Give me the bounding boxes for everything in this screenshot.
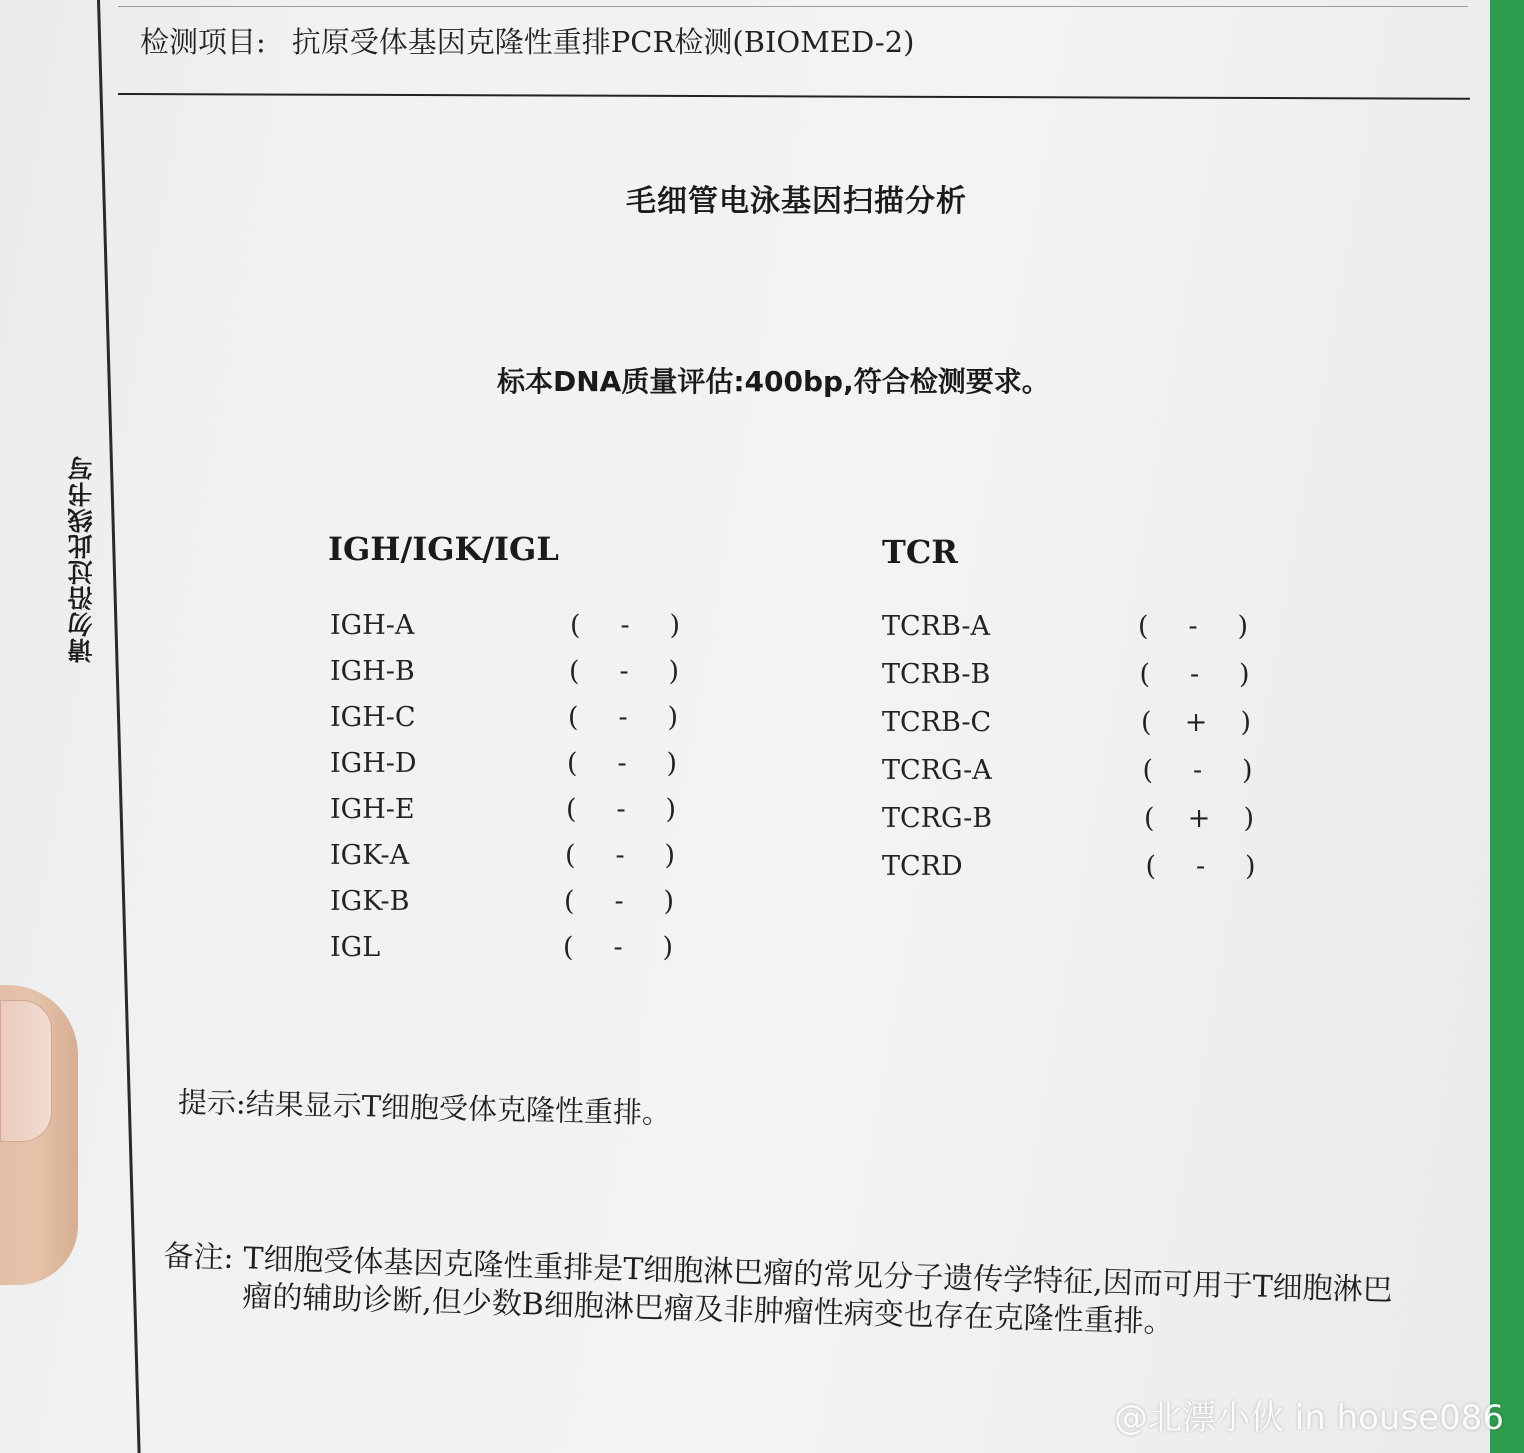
result-sign: - bbox=[616, 794, 626, 825]
result-row bbox=[330, 748, 750, 784]
result-row bbox=[330, 610, 750, 646]
remarks bbox=[162, 1238, 1414, 1349]
result-value bbox=[1144, 803, 1254, 834]
result-sign: - bbox=[1195, 851, 1206, 882]
close-paren: ) bbox=[1243, 803, 1254, 834]
header-divider bbox=[118, 93, 1470, 100]
tcr-section-title: TCR bbox=[882, 533, 958, 571]
result-value bbox=[1146, 851, 1256, 882]
result-row bbox=[882, 611, 1302, 647]
gene-name: TCRG-B bbox=[882, 803, 993, 834]
result-value bbox=[1140, 659, 1250, 690]
gene-name: IGH-A bbox=[330, 610, 415, 641]
result-row bbox=[882, 851, 1302, 887]
close-paren: ) bbox=[662, 932, 673, 963]
result-value bbox=[1138, 611, 1248, 642]
analysis-title: 毛细管电泳基因扫描分析 bbox=[626, 184, 967, 219]
result-row bbox=[330, 932, 750, 968]
result-value bbox=[568, 702, 678, 733]
open-paren: ( bbox=[1145, 851, 1157, 882]
result-sign: - bbox=[620, 610, 630, 641]
close-paren: ) bbox=[1237, 611, 1248, 642]
close-paren: ) bbox=[664, 840, 675, 871]
close-paren: ) bbox=[665, 794, 676, 825]
remarks-label: 备注: bbox=[162, 1238, 235, 1276]
open-paren: ( bbox=[1138, 611, 1149, 642]
result-row bbox=[882, 755, 1302, 791]
result-row bbox=[330, 840, 750, 876]
open-paren: ( bbox=[567, 748, 578, 779]
margin-notice: 请勿沿过此线书写 bbox=[67, 455, 96, 663]
result-sign: - bbox=[1188, 611, 1198, 642]
watermark: @北漂小伙 in house086 bbox=[1113, 1398, 1504, 1438]
result-sign: + bbox=[1184, 707, 1208, 738]
result-sign: - bbox=[1192, 755, 1203, 786]
gene-name: TCRB-C bbox=[882, 707, 992, 738]
open-paren: ( bbox=[1139, 659, 1151, 690]
close-paren: ) bbox=[1238, 659, 1250, 690]
result-sign: - bbox=[618, 702, 628, 733]
close-paren: ) bbox=[1240, 707, 1251, 738]
gene-name: TCRB-A bbox=[882, 611, 990, 642]
result-value bbox=[567, 748, 677, 779]
close-paren: ) bbox=[666, 748, 677, 779]
result-value bbox=[565, 840, 675, 871]
remarks-text: T细胞受体基因克隆性重排是T细胞淋巴瘤的常见分子遗传学特征,因而可用于T细胞淋巴瘤的辅助诊断,但少数B细胞淋巴瘤及非肿瘤性病变也存在克隆性重排。 bbox=[241, 1241, 1394, 1341]
close-paren: ) bbox=[669, 610, 680, 641]
gene-name: IGH-E bbox=[330, 794, 415, 825]
result-row bbox=[882, 659, 1302, 695]
result-value bbox=[570, 610, 680, 641]
result-value bbox=[1141, 707, 1251, 738]
open-paren: ( bbox=[1142, 755, 1154, 786]
open-paren: ( bbox=[1144, 803, 1155, 834]
test-item-line bbox=[140, 20, 914, 61]
open-paren: ( bbox=[568, 702, 579, 733]
gene-name: IGK-B bbox=[330, 886, 410, 917]
dna-quality: 标本DNA质量评估:400bp,符合检测要求。 bbox=[497, 365, 1050, 398]
result-row bbox=[330, 886, 750, 922]
close-paren: ) bbox=[663, 886, 674, 917]
open-paren: ( bbox=[570, 610, 581, 641]
result-value bbox=[563, 932, 673, 963]
result-sign: - bbox=[613, 932, 623, 963]
result-value bbox=[1143, 755, 1253, 786]
gene-name: TCRD bbox=[882, 851, 963, 882]
close-paren: ) bbox=[667, 702, 678, 733]
result-sign: - bbox=[617, 748, 627, 779]
result-value bbox=[564, 886, 674, 917]
result-row bbox=[882, 803, 1302, 839]
result-row bbox=[882, 707, 1302, 743]
result-sign: - bbox=[1189, 659, 1200, 690]
close-paren: ) bbox=[1241, 755, 1253, 786]
gene-name: IGH-C bbox=[330, 702, 416, 733]
test-item-value: 抗原受体基因克隆性重排PCR检测(BIOMED-2) bbox=[291, 25, 915, 59]
gene-name: IGH-B bbox=[330, 656, 415, 687]
close-paren: ) bbox=[668, 656, 679, 687]
test-item-label: 检测项目: bbox=[140, 25, 266, 59]
gene-name: IGH-D bbox=[330, 748, 417, 779]
gene-name: TCRG-A bbox=[882, 755, 992, 786]
result-row bbox=[330, 702, 750, 738]
open-paren: ( bbox=[569, 656, 580, 687]
result-sign: - bbox=[614, 886, 624, 917]
ig-section-title: IGH/IGK/IGL bbox=[328, 530, 559, 568]
result-sign: - bbox=[619, 656, 629, 687]
result-row bbox=[330, 794, 750, 830]
open-paren: ( bbox=[565, 840, 576, 871]
result-sign: - bbox=[615, 840, 625, 871]
gene-name: IGL bbox=[330, 932, 381, 963]
result-row bbox=[330, 656, 750, 692]
result-value bbox=[566, 794, 676, 825]
open-paren: ( bbox=[1141, 707, 1152, 738]
result-tip: 提示:结果显示T细胞受体克隆性重排。 bbox=[177, 1085, 672, 1131]
result-value bbox=[569, 656, 679, 687]
top-faint-rule bbox=[118, 6, 1468, 7]
close-paren: ) bbox=[1244, 851, 1256, 882]
margin-line bbox=[97, 0, 141, 1453]
open-paren: ( bbox=[563, 932, 574, 963]
result-sign: + bbox=[1187, 803, 1211, 834]
gene-name: TCRB-B bbox=[882, 659, 991, 690]
fingernail bbox=[0, 1000, 52, 1142]
open-paren: ( bbox=[564, 886, 575, 917]
gene-name: IGK-A bbox=[330, 840, 410, 871]
open-paren: ( bbox=[566, 794, 577, 825]
